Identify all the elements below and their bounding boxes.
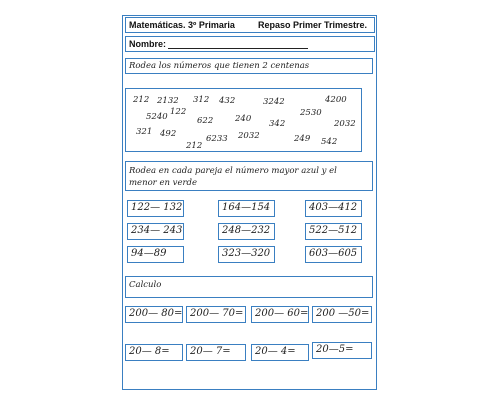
pair-box[interactable]: 323—320 xyxy=(218,246,275,263)
pair-box[interactable]: 94—89 xyxy=(127,246,184,263)
instruction-centenas: Rodea los números que tienen 2 centenas xyxy=(129,61,310,71)
number-item[interactable]: 492 xyxy=(160,129,177,139)
pair-box[interactable]: 403—412 xyxy=(305,200,362,217)
number-item[interactable]: 2032 xyxy=(334,119,356,129)
number-item[interactable]: 240 xyxy=(235,114,252,124)
operation-box[interactable]: 20—5= xyxy=(312,342,372,359)
pair-box[interactable]: 122— 132 xyxy=(127,200,184,217)
number-item[interactable]: 622 xyxy=(197,116,214,126)
number-item[interactable]: 321 xyxy=(136,127,153,137)
calculo-title: Calculo xyxy=(129,280,162,290)
number-item[interactable]: 312 xyxy=(193,95,210,105)
number-item[interactable]: 4200 xyxy=(325,95,347,105)
pair-box[interactable]: 603—605 xyxy=(305,246,362,263)
number-item[interactable]: 249 xyxy=(294,134,311,144)
instruction-pairs: Rodea en cada pareja el número mayor azul y el menor en verde xyxy=(129,166,337,188)
operation-box[interactable]: 20— 8= xyxy=(125,344,183,361)
number-item[interactable]: 3242 xyxy=(263,97,285,107)
pair-box[interactable]: 522—512 xyxy=(305,223,362,240)
calculo-box xyxy=(125,276,373,298)
operation-box[interactable]: 200— 70= xyxy=(186,306,246,323)
name-line[interactable] xyxy=(168,48,308,49)
operation-box[interactable]: 20— 7= xyxy=(186,344,246,361)
number-item[interactable]: 2530 xyxy=(300,108,322,118)
number-item[interactable]: 542 xyxy=(321,137,338,147)
number-item[interactable]: 6233 xyxy=(206,134,228,144)
number-item[interactable]: 212 xyxy=(133,95,150,105)
number-item[interactable]: 2032 xyxy=(238,131,260,141)
number-item[interactable]: 212 xyxy=(186,141,203,151)
number-item[interactable]: 5240 xyxy=(146,112,168,122)
operation-box[interactable]: 20— 4= xyxy=(251,344,309,361)
instruction-box-1 xyxy=(125,58,373,74)
operation-box[interactable]: 200— 60= xyxy=(251,306,309,323)
name-box xyxy=(125,36,375,52)
number-item[interactable]: 2132 xyxy=(157,96,179,106)
name-label: Nombre: xyxy=(129,39,167,49)
worksheet-title: Matemáticas. 3º Primaria xyxy=(129,20,235,30)
number-item[interactable]: 432 xyxy=(219,96,236,106)
operation-box[interactable]: 200— 80= xyxy=(125,306,183,323)
number-item[interactable]: 342 xyxy=(269,119,286,129)
pair-box[interactable]: 164—154 xyxy=(218,200,275,217)
pair-box[interactable]: 248—232 xyxy=(218,223,275,240)
worksheet-subtitle: Repaso Primer Trimestre. xyxy=(258,20,368,30)
operation-box[interactable]: 200 —50= xyxy=(312,306,372,323)
pair-box[interactable]: 234— 243 xyxy=(127,223,184,240)
number-item[interactable]: 122 xyxy=(170,107,187,117)
header-box xyxy=(125,17,375,33)
instruction-box-2 xyxy=(125,161,373,191)
